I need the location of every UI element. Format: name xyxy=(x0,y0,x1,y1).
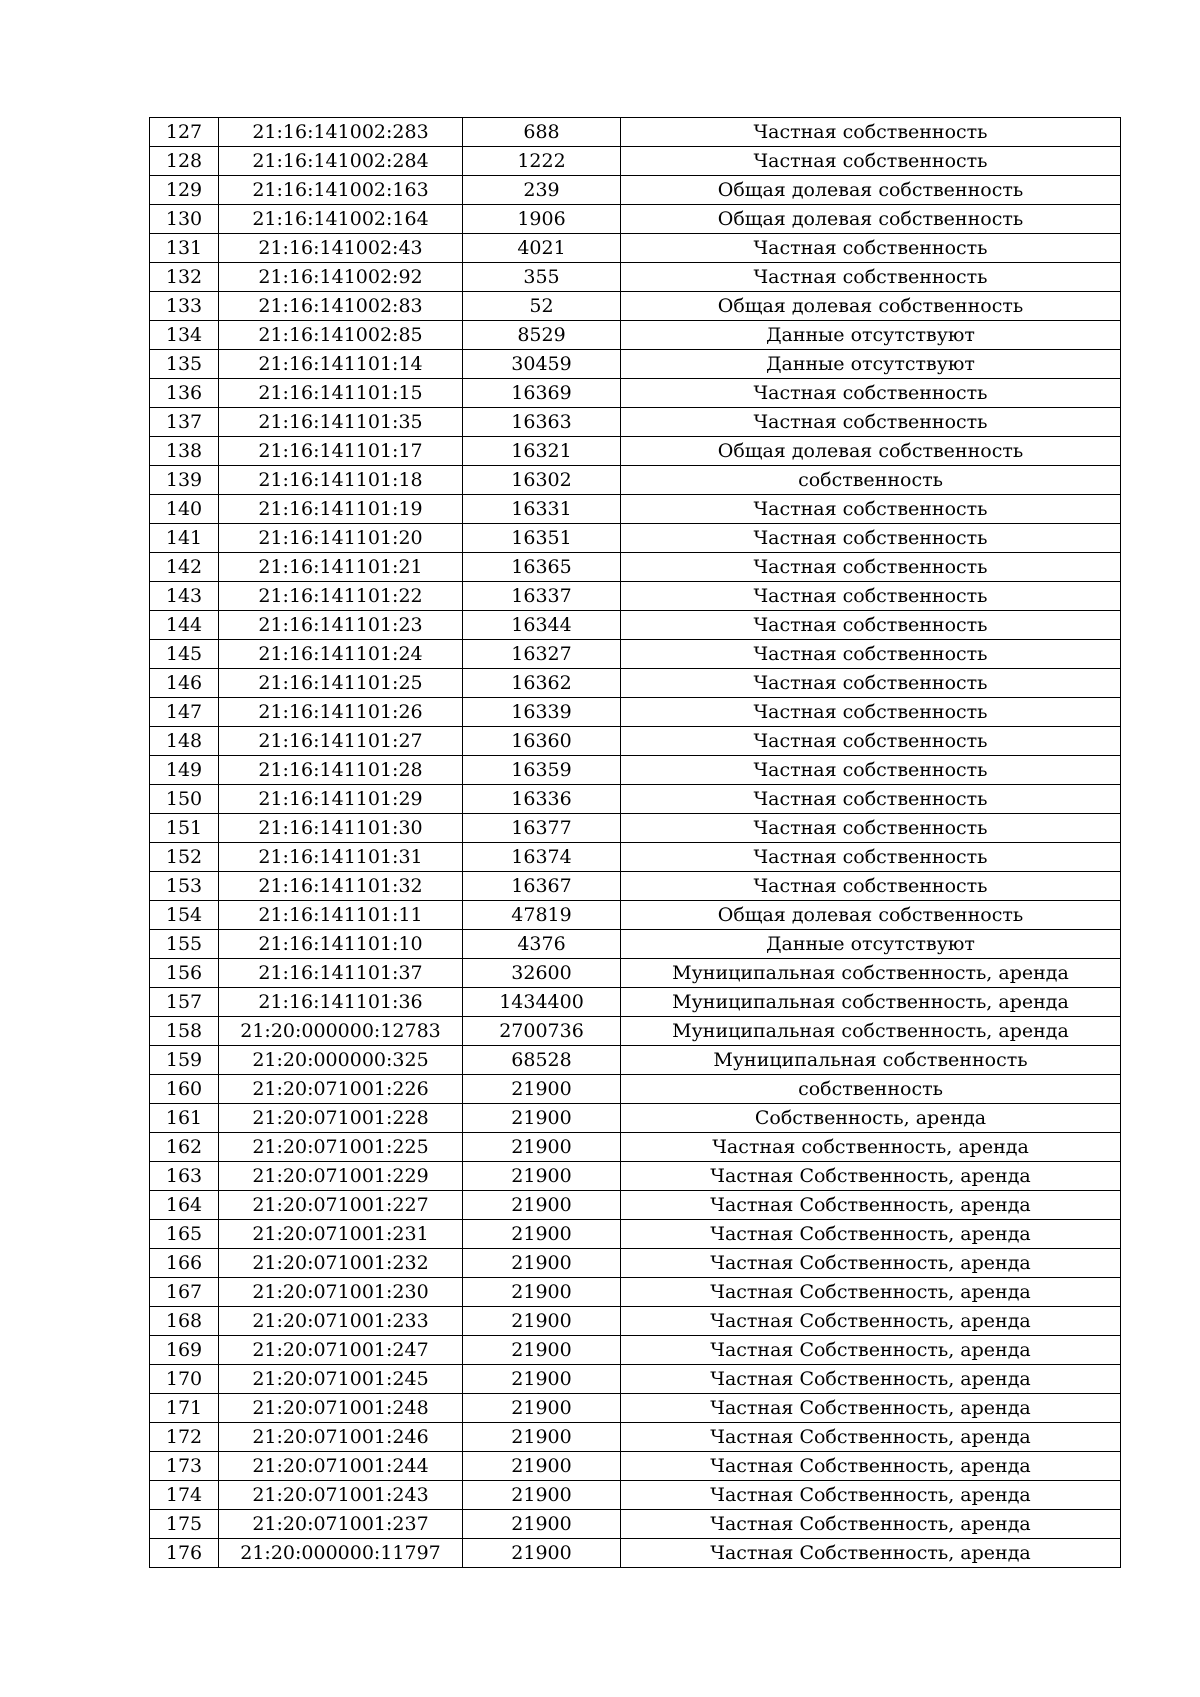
cadastral-number-cell: 21:16:141101:29 xyxy=(219,785,463,814)
row-number-cell: 133 xyxy=(150,292,219,321)
ownership-cell: Частная собственность xyxy=(621,524,1121,553)
area-cell: 47819 xyxy=(463,901,621,930)
cadastral-number-cell: 21:16:141101:26 xyxy=(219,698,463,727)
row-number-cell: 151 xyxy=(150,814,219,843)
cadastral-number-cell: 21:16:141101:20 xyxy=(219,524,463,553)
cadastral-number-cell: 21:16:141002:284 xyxy=(219,147,463,176)
table-row xyxy=(150,756,1121,785)
row-number-cell: 168 xyxy=(150,1307,219,1336)
table-row xyxy=(150,959,1121,988)
ownership-cell: собственность xyxy=(621,466,1121,495)
cadastral-number-cell: 21:16:141002:163 xyxy=(219,176,463,205)
ownership-cell: Частная собственность xyxy=(621,234,1121,263)
cadastral-number-cell: 21:16:141101:35 xyxy=(219,408,463,437)
area-cell: 21900 xyxy=(463,1481,621,1510)
area-cell: 16359 xyxy=(463,756,621,785)
row-number-cell: 129 xyxy=(150,176,219,205)
row-number-cell: 176 xyxy=(150,1539,219,1568)
table-row xyxy=(150,1481,1121,1510)
area-cell: 21900 xyxy=(463,1307,621,1336)
cadastral-number-cell: 21:20:071001:243 xyxy=(219,1481,463,1510)
row-number-cell: 161 xyxy=(150,1104,219,1133)
table-row xyxy=(150,553,1121,582)
ownership-cell: Данные отсутствуют xyxy=(621,350,1121,379)
ownership-cell: Частная Собственность, аренда xyxy=(621,1336,1121,1365)
row-number-cell: 131 xyxy=(150,234,219,263)
table-row xyxy=(150,611,1121,640)
cadastral-number-cell: 21:20:071001:244 xyxy=(219,1452,463,1481)
ownership-cell: Муниципальная собственность, аренда xyxy=(621,959,1121,988)
cadastral-number-cell: 21:16:141002:164 xyxy=(219,205,463,234)
row-number-cell: 167 xyxy=(150,1278,219,1307)
table-row xyxy=(150,901,1121,930)
table-row xyxy=(150,1365,1121,1394)
ownership-cell: Частная Собственность, аренда xyxy=(621,1278,1121,1307)
row-number-cell: 162 xyxy=(150,1133,219,1162)
row-number-cell: 154 xyxy=(150,901,219,930)
ownership-cell: Частная собственность, аренда xyxy=(621,1133,1121,1162)
ownership-cell: Частная Собственность, аренда xyxy=(621,1220,1121,1249)
area-cell: 21900 xyxy=(463,1133,621,1162)
table-row xyxy=(150,1017,1121,1046)
area-cell: 21900 xyxy=(463,1220,621,1249)
row-number-cell: 145 xyxy=(150,640,219,669)
table-row xyxy=(150,1307,1121,1336)
area-cell: 30459 xyxy=(463,350,621,379)
row-number-cell: 166 xyxy=(150,1249,219,1278)
table-row xyxy=(150,1104,1121,1133)
ownership-cell: Общая долевая собственность xyxy=(621,901,1121,930)
area-cell: 355 xyxy=(463,263,621,292)
row-number-cell: 150 xyxy=(150,785,219,814)
row-number-cell: 171 xyxy=(150,1394,219,1423)
area-cell: 8529 xyxy=(463,321,621,350)
cadastral-number-cell: 21:20:071001:225 xyxy=(219,1133,463,1162)
cadastral-number-cell: 21:16:141002:83 xyxy=(219,292,463,321)
ownership-cell: Частная собственность xyxy=(621,727,1121,756)
ownership-cell: Частная Собственность, аренда xyxy=(621,1162,1121,1191)
table-row xyxy=(150,176,1121,205)
table-row xyxy=(150,872,1121,901)
row-number-cell: 169 xyxy=(150,1336,219,1365)
ownership-cell: Частная Собственность, аренда xyxy=(621,1307,1121,1336)
cadastral-number-cell: 21:16:141101:31 xyxy=(219,843,463,872)
row-number-cell: 152 xyxy=(150,843,219,872)
table-row xyxy=(150,1423,1121,1452)
ownership-cell: Общая долевая собственность xyxy=(621,205,1121,234)
ownership-cell: Собственность, аренда xyxy=(621,1104,1121,1133)
cadastral-number-cell: 21:16:141101:15 xyxy=(219,379,463,408)
table-row xyxy=(150,843,1121,872)
table-row xyxy=(150,1191,1121,1220)
ownership-cell: Частная собственность xyxy=(621,814,1121,843)
table-row xyxy=(150,205,1121,234)
area-cell: 1906 xyxy=(463,205,621,234)
ownership-cell: Частная Собственность, аренда xyxy=(621,1191,1121,1220)
row-number-cell: 134 xyxy=(150,321,219,350)
table-row xyxy=(150,437,1121,466)
cadastral-number-cell: 21:20:000000:12783 xyxy=(219,1017,463,1046)
area-cell: 16363 xyxy=(463,408,621,437)
ownership-cell: Данные отсутствуют xyxy=(621,930,1121,959)
area-cell: 16377 xyxy=(463,814,621,843)
row-number-cell: 143 xyxy=(150,582,219,611)
ownership-cell: Частная собственность xyxy=(621,118,1121,147)
table-row xyxy=(150,1133,1121,1162)
area-cell: 16331 xyxy=(463,495,621,524)
area-cell: 21900 xyxy=(463,1423,621,1452)
row-number-cell: 157 xyxy=(150,988,219,1017)
area-cell: 1222 xyxy=(463,147,621,176)
area-cell: 21900 xyxy=(463,1075,621,1104)
table-row xyxy=(150,1452,1121,1481)
table-row xyxy=(150,118,1121,147)
area-cell: 16302 xyxy=(463,466,621,495)
table-row xyxy=(150,524,1121,553)
row-number-cell: 140 xyxy=(150,495,219,524)
table-row xyxy=(150,1162,1121,1191)
area-cell: 32600 xyxy=(463,959,621,988)
area-cell: 52 xyxy=(463,292,621,321)
table-row xyxy=(150,582,1121,611)
table-row xyxy=(150,988,1121,1017)
area-cell: 1434400 xyxy=(463,988,621,1017)
ownership-cell: Муниципальная собственность, аренда xyxy=(621,988,1121,1017)
area-cell: 16336 xyxy=(463,785,621,814)
cadastral-number-cell: 21:16:141101:19 xyxy=(219,495,463,524)
table-row xyxy=(150,1336,1121,1365)
cadastral-number-cell: 21:16:141101:14 xyxy=(219,350,463,379)
cadastral-number-cell: 21:20:000000:325 xyxy=(219,1046,463,1075)
row-number-cell: 132 xyxy=(150,263,219,292)
table-row xyxy=(150,408,1121,437)
ownership-cell: Частная собственность xyxy=(621,843,1121,872)
ownership-cell: Частная собственность xyxy=(621,872,1121,901)
cadastral-number-cell: 21:16:141101:27 xyxy=(219,727,463,756)
cadastral-number-cell: 21:20:071001:248 xyxy=(219,1394,463,1423)
table-row xyxy=(150,669,1121,698)
area-cell: 4376 xyxy=(463,930,621,959)
table-row xyxy=(150,1046,1121,1075)
table-row xyxy=(150,1539,1121,1568)
cadastral-number-cell: 21:16:141101:36 xyxy=(219,988,463,1017)
row-number-cell: 127 xyxy=(150,118,219,147)
table-row xyxy=(150,1394,1121,1423)
area-cell: 21900 xyxy=(463,1336,621,1365)
ownership-cell: Частная собственность xyxy=(621,408,1121,437)
area-cell: 21900 xyxy=(463,1249,621,1278)
land-plot-table xyxy=(149,117,1121,1568)
cadastral-number-cell: 21:16:141101:37 xyxy=(219,959,463,988)
ownership-cell: Частная Собственность, аренда xyxy=(621,1481,1121,1510)
area-cell: 16360 xyxy=(463,727,621,756)
cadastral-number-cell: 21:16:141101:28 xyxy=(219,756,463,785)
table-row xyxy=(150,1075,1121,1104)
ownership-cell: Частная Собственность, аренда xyxy=(621,1365,1121,1394)
cadastral-number-cell: 21:16:141002:43 xyxy=(219,234,463,263)
cadastral-number-cell: 21:16:141101:21 xyxy=(219,553,463,582)
row-number-cell: 137 xyxy=(150,408,219,437)
row-number-cell: 138 xyxy=(150,437,219,466)
area-cell: 688 xyxy=(463,118,621,147)
row-number-cell: 146 xyxy=(150,669,219,698)
row-number-cell: 135 xyxy=(150,350,219,379)
ownership-cell: Частная собственность xyxy=(621,640,1121,669)
area-cell: 21900 xyxy=(463,1365,621,1394)
row-number-cell: 163 xyxy=(150,1162,219,1191)
area-cell: 16367 xyxy=(463,872,621,901)
ownership-cell: Частная собственность xyxy=(621,669,1121,698)
table-row xyxy=(150,640,1121,669)
area-cell: 16337 xyxy=(463,582,621,611)
table-row xyxy=(150,466,1121,495)
area-cell: 16374 xyxy=(463,843,621,872)
table-row xyxy=(150,814,1121,843)
ownership-cell: Частная Собственность, аренда xyxy=(621,1539,1121,1568)
cadastral-number-cell: 21:20:071001:246 xyxy=(219,1423,463,1452)
area-cell: 21900 xyxy=(463,1104,621,1133)
cadastral-number-cell: 21:20:071001:232 xyxy=(219,1249,463,1278)
row-number-cell: 147 xyxy=(150,698,219,727)
table-row xyxy=(150,350,1121,379)
ownership-cell: Частная собственность xyxy=(621,698,1121,727)
ownership-cell: Муниципальная собственность, аренда xyxy=(621,1017,1121,1046)
row-number-cell: 173 xyxy=(150,1452,219,1481)
ownership-cell: Общая долевая собственность xyxy=(621,176,1121,205)
table-row xyxy=(150,698,1121,727)
area-cell: 16344 xyxy=(463,611,621,640)
table-row xyxy=(150,727,1121,756)
table-row xyxy=(150,495,1121,524)
row-number-cell: 164 xyxy=(150,1191,219,1220)
cadastral-number-cell: 21:16:141101:10 xyxy=(219,930,463,959)
table-row xyxy=(150,292,1121,321)
cadastral-number-cell: 21:20:071001:230 xyxy=(219,1278,463,1307)
area-cell: 16339 xyxy=(463,698,621,727)
row-number-cell: 156 xyxy=(150,959,219,988)
row-number-cell: 128 xyxy=(150,147,219,176)
cadastral-number-cell: 21:16:141002:85 xyxy=(219,321,463,350)
ownership-cell: Общая долевая собственность xyxy=(621,292,1121,321)
row-number-cell: 142 xyxy=(150,553,219,582)
table-row xyxy=(150,1278,1121,1307)
ownership-cell: Частная собственность xyxy=(621,611,1121,640)
row-number-cell: 158 xyxy=(150,1017,219,1046)
ownership-cell: Частная Собственность, аренда xyxy=(621,1452,1121,1481)
ownership-cell: Частная собственность xyxy=(621,553,1121,582)
cadastral-number-cell: 21:16:141101:18 xyxy=(219,466,463,495)
cadastral-number-cell: 21:20:071001:229 xyxy=(219,1162,463,1191)
cadastral-number-cell: 21:20:071001:228 xyxy=(219,1104,463,1133)
table-row xyxy=(150,234,1121,263)
area-cell: 16321 xyxy=(463,437,621,466)
table-row xyxy=(150,379,1121,408)
row-number-cell: 139 xyxy=(150,466,219,495)
area-cell: 68528 xyxy=(463,1046,621,1075)
row-number-cell: 165 xyxy=(150,1220,219,1249)
row-number-cell: 170 xyxy=(150,1365,219,1394)
cadastral-number-cell: 21:20:000000:11797 xyxy=(219,1539,463,1568)
area-cell: 16362 xyxy=(463,669,621,698)
area-cell: 21900 xyxy=(463,1191,621,1220)
cadastral-number-cell: 21:16:141101:30 xyxy=(219,814,463,843)
area-cell: 16369 xyxy=(463,379,621,408)
cadastral-number-cell: 21:20:071001:247 xyxy=(219,1336,463,1365)
table-row xyxy=(150,263,1121,292)
area-cell: 21900 xyxy=(463,1539,621,1568)
area-cell: 16351 xyxy=(463,524,621,553)
row-number-cell: 141 xyxy=(150,524,219,553)
ownership-cell: Частная собственность xyxy=(621,785,1121,814)
ownership-cell: Частная собственность xyxy=(621,263,1121,292)
cadastral-number-cell: 21:16:141002:283 xyxy=(219,118,463,147)
cadastral-number-cell: 21:20:071001:226 xyxy=(219,1075,463,1104)
row-number-cell: 153 xyxy=(150,872,219,901)
ownership-cell: Частная собственность xyxy=(621,379,1121,408)
cadastral-number-cell: 21:16:141101:11 xyxy=(219,901,463,930)
ownership-cell: Частная собственность xyxy=(621,582,1121,611)
row-number-cell: 136 xyxy=(150,379,219,408)
row-number-cell: 160 xyxy=(150,1075,219,1104)
cadastral-number-cell: 21:20:071001:237 xyxy=(219,1510,463,1539)
row-number-cell: 155 xyxy=(150,930,219,959)
area-cell: 4021 xyxy=(463,234,621,263)
table-row xyxy=(150,1249,1121,1278)
area-cell: 21900 xyxy=(463,1278,621,1307)
row-number-cell: 144 xyxy=(150,611,219,640)
area-cell: 21900 xyxy=(463,1394,621,1423)
area-cell: 21900 xyxy=(463,1162,621,1191)
cadastral-number-cell: 21:16:141002:92 xyxy=(219,263,463,292)
area-cell: 16365 xyxy=(463,553,621,582)
ownership-cell: Частная Собственность, аренда xyxy=(621,1249,1121,1278)
table-row xyxy=(150,930,1121,959)
cadastral-number-cell: 21:16:141101:23 xyxy=(219,611,463,640)
table-row xyxy=(150,785,1121,814)
table-row xyxy=(150,321,1121,350)
ownership-cell: Частная Собственность, аренда xyxy=(621,1394,1121,1423)
area-cell: 21900 xyxy=(463,1452,621,1481)
ownership-cell: Частная собственность xyxy=(621,756,1121,785)
area-cell: 2700736 xyxy=(463,1017,621,1046)
row-number-cell: 130 xyxy=(150,205,219,234)
table-body xyxy=(150,118,1121,1568)
row-number-cell: 175 xyxy=(150,1510,219,1539)
area-cell: 16327 xyxy=(463,640,621,669)
table-row xyxy=(150,1220,1121,1249)
row-number-cell: 148 xyxy=(150,727,219,756)
table-row xyxy=(150,147,1121,176)
cadastral-number-cell: 21:16:141101:24 xyxy=(219,640,463,669)
ownership-cell: собственность xyxy=(621,1075,1121,1104)
row-number-cell: 159 xyxy=(150,1046,219,1075)
ownership-cell: Общая долевая собственность xyxy=(621,437,1121,466)
ownership-cell: Муниципальная собственность xyxy=(621,1046,1121,1075)
ownership-cell: Частная Собственность, аренда xyxy=(621,1510,1121,1539)
cadastral-number-cell: 21:20:071001:231 xyxy=(219,1220,463,1249)
ownership-cell: Частная собственность xyxy=(621,147,1121,176)
cadastral-number-cell: 21:20:071001:245 xyxy=(219,1365,463,1394)
row-number-cell: 149 xyxy=(150,756,219,785)
ownership-cell: Частная собственность xyxy=(621,495,1121,524)
cadastral-number-cell: 21:20:071001:233 xyxy=(219,1307,463,1336)
row-number-cell: 172 xyxy=(150,1423,219,1452)
cadastral-number-cell: 21:16:141101:17 xyxy=(219,437,463,466)
ownership-cell: Данные отсутствуют xyxy=(621,321,1121,350)
ownership-cell: Частная Собственность, аренда xyxy=(621,1423,1121,1452)
area-cell: 239 xyxy=(463,176,621,205)
cadastral-number-cell: 21:16:141101:32 xyxy=(219,872,463,901)
cadastral-number-cell: 21:16:141101:22 xyxy=(219,582,463,611)
area-cell: 21900 xyxy=(463,1510,621,1539)
cadastral-number-cell: 21:20:071001:227 xyxy=(219,1191,463,1220)
table-row xyxy=(150,1510,1121,1539)
cadastral-number-cell: 21:16:141101:25 xyxy=(219,669,463,698)
row-number-cell: 174 xyxy=(150,1481,219,1510)
